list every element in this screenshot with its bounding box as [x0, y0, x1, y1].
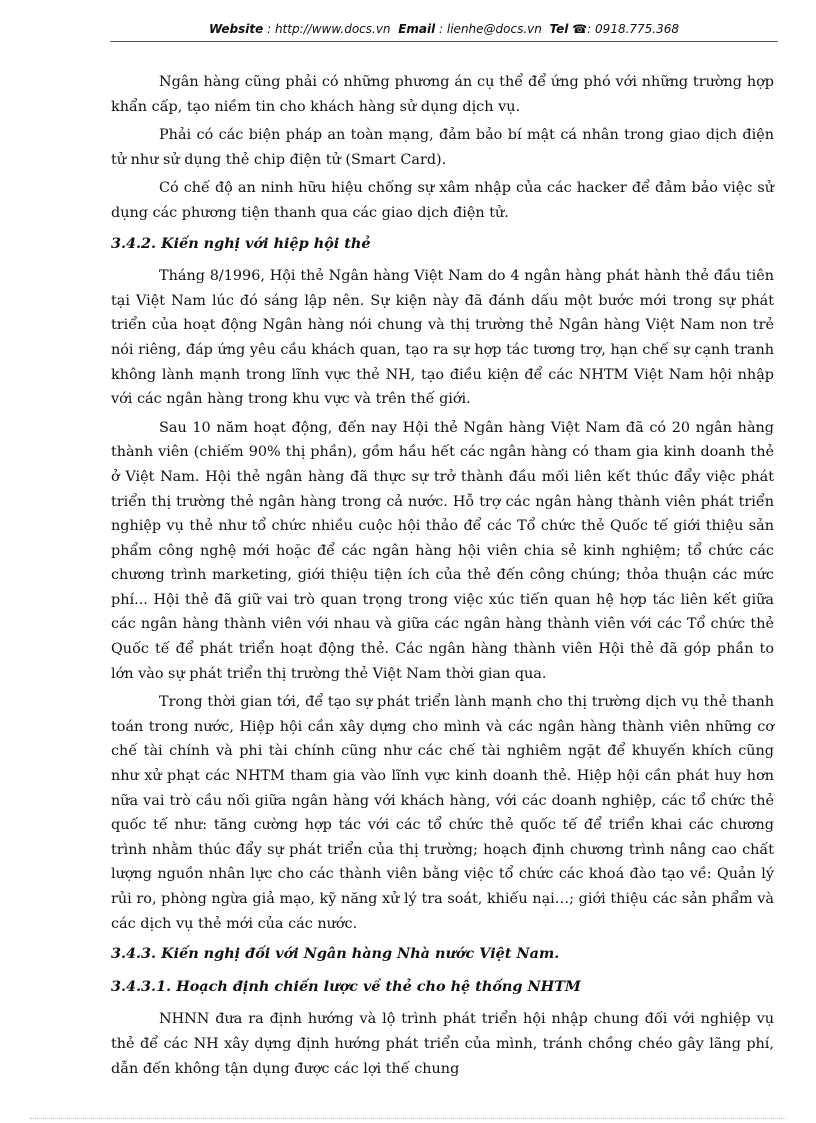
- tel-label: Tel: [549, 22, 569, 36]
- paragraph: Có chế độ an ninh hữu hiệu chống sự xâm nhập của các hacker để đảm bảo việc sử dụng các phương tiện thanh qua các giao dịch điện tử.: [111, 180, 774, 221]
- website-label: Website: [208, 22, 264, 36]
- phone-icon: ☎: [572, 22, 588, 36]
- paragraph: Trong thời gian tới, để tạo sự phát triển lành mạnh cho thị trường dịch vụ thẻ thanh toán trong nước, Hiệp hội cần xây dựng cho mình và các ngân hàng thành viên những cơ chế tài chính và phi tài chính cũng như các chế tài nghiêm ngặt để khuyến khích cũng như xử phạt các NHTM tham gia vào lĩnh vực kinh doanh thẻ. Hiệp hội cần phát huy hơn nữa vai trò cầu nối giữa ngân hàng với khách hàng, với các doanh nghiệp, các tổ chức thẻ quốc tế như: tăng cường hợp tác với các tổ chức thẻ quốc tế để triển khai các chương trình nhằm thúc đẩy sự phát triển của thị trường; hoạch định chương trình nâng cao chất lượng nguồn nhân lực cho các thành viên bằng việc tổ chức các khoá đào tạo về: Quản lý rủi ro, phòng ngừa giả mạo, kỹ năng xử lý tra soát, khiếu nại…; giới thiệu các sản phẩm và các dịch vụ thẻ mới của các nước.: [111, 694, 774, 932]
- section-heading-3-4-2: 3.4.2. Kiến nghị với hiệp hội thẻ: [111, 234, 371, 252]
- email-label: Email: [398, 22, 436, 36]
- document-body: [111, 70, 774, 1085]
- tel-value: : 0918.775.368: [587, 22, 680, 36]
- paragraph: Sau 10 năm hoạt động, đến nay Hội thẻ Ngân hàng Việt Nam đã có 20 ngân hàng thành viên (chiếm 90% thị phần), gồm hầu hết các ngân hàng có tham gia kinh doanh thẻ ở Việt Nam. Hội thẻ ngân hàng đã thực sự trở thành đầu mối liên kết thúc đẩy việc phát triển thị trường thẻ ngân hàng trong cả nước. Hỗ trợ các ngân hàng thành viên phát triển nghiệp vụ thẻ như tổ chức nhiều cuộc hội thảo để các Tổ chức thẻ Quốc tế giới thiệu sản phẩm công nghệ mới hoặc để các ngân hàng hội viên chia sẻ kinh nghiệm; tổ chức các chương trình marketing, giới thiệu tiện ích của thẻ đến công chúng; thỏa thuận các mức phí... Hội thẻ đã giữ vai trò quan trọng trong việc xúc tiến quan hệ hợp tác liên kết giữa các ngân hàng thành viên với nhau và giữa các ngân hàng thành viên với các Tổ chức thẻ Quốc tế để phát triển hoạt động thẻ. Các ngân hàng thành viên Hội thẻ đã góp phần to lớn vào sự phát triển thị trường thẻ Việt Nam thời gian qua.: [111, 419, 774, 682]
- page-header: [110, 22, 778, 36]
- paragraph: Phải có các biện pháp an toàn mạng, đảm bảo bí mật cá nhân trong giao dịch điện tử như sử dụng thẻ chip điện tử (Smart Card).: [111, 127, 774, 168]
- header-divider: [110, 41, 778, 42]
- paragraph: Tháng 8/1996, Hội thẻ Ngân hàng Việt Nam do 4 ngân hàng phát hành thẻ đầu tiên tại Việt Nam lúc đó sáng lập nên. Sự kiện này đã đánh dấu một bước mới trong sự phát triển của hoạt động Ngân hàng nói chung và thị trường thẻ Ngân hàng Việt Nam non trẻ nói riêng, đáp ứng yêu cầu khách quan, tạo ra sự hợp tác tương trợ, hạn chế sự cạnh tranh không lành mạnh trong lĩnh vực thẻ NH, tạo điều kiện để các NHTM Việt Nam hội nhập với các ngân hàng trong khu vực và trên thế giới.: [111, 268, 774, 408]
- paragraph: NHNN đưa ra định hướng và lộ trình phát triển hội nhập chung đối với nghiệp vụ thẻ để các NH xây dựng định hướng phát triển của mình, tránh chồng chéo gây lãng phí, dẫn đến không tận dụng được các lợi thế chung: [111, 1011, 774, 1077]
- section-heading-3-4-3: 3.4.3. Kiến nghị đối với Ngân hàng Nhà nước Việt Nam.: [111, 945, 560, 963]
- footer-divider: [30, 1118, 786, 1119]
- subsection-heading-3-4-3-1: 3.4.3.1. Hoạch định chiến lược về thẻ cho hệ thống NHTM: [111, 977, 581, 995]
- paragraph: Ngân hàng cũng phải có những phương án cụ thể để ứng phó với những trường hợp khẩn cấp, tạo niềm tin cho khách hàng sử dụng dịch vụ.: [111, 74, 774, 115]
- website-sep: :: [263, 22, 275, 36]
- email-value: lienhe@docs.vn: [446, 22, 542, 36]
- website-value: http://www.docs.vn: [274, 22, 391, 36]
- email-sep: :: [435, 22, 447, 36]
